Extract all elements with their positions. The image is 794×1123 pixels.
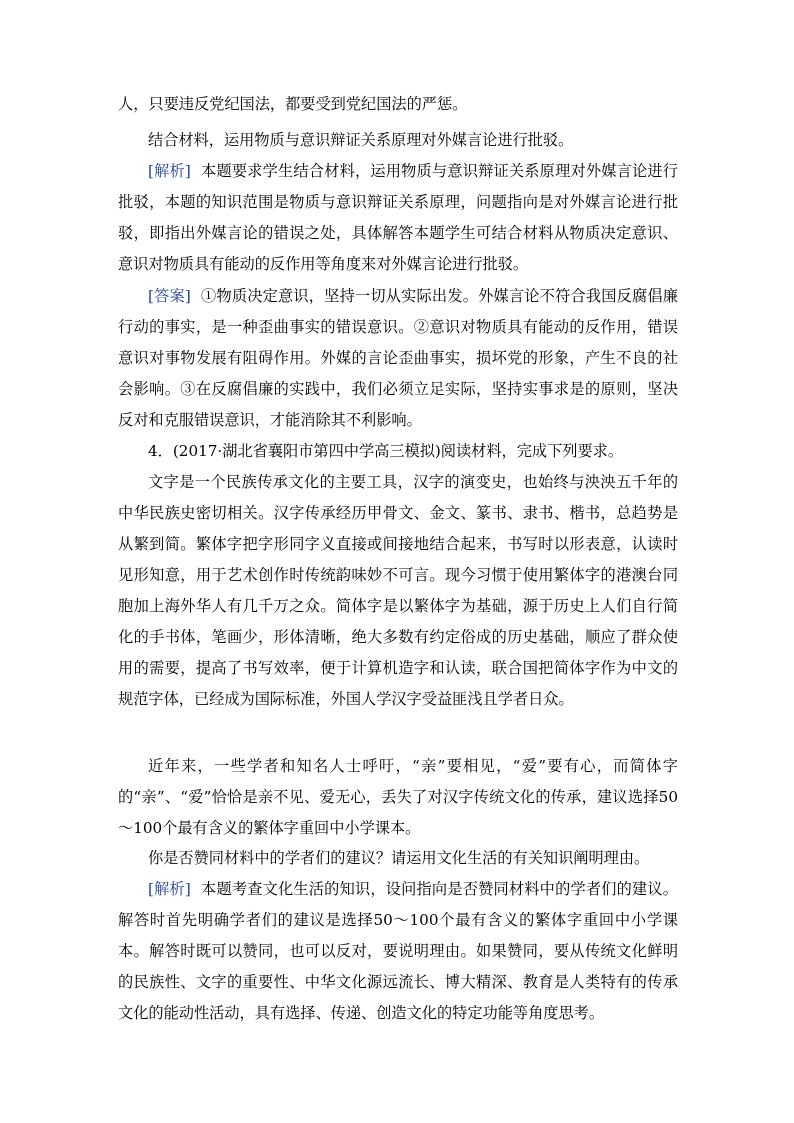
question-prompt: 结合材料，运用物质与意识辩证关系原理对外媒言论进行批驳。 bbox=[148, 131, 574, 149]
question-4-heading: 4．(2017·湖北省襄阳市第四中学高三模拟)阅读材料，完成下列要求。 bbox=[148, 442, 624, 460]
answer-paragraph: [答案] ①物质决定意识，坚持一切从实际出发。外媒言论不符合我国反腐倡廉行动的事实，是一种歪曲事实的错误意识。②意识对物质具有能动的反作用，错误意识对事物发展有阻碍作用。外媒的言论歪曲事实，损坏党的形象，产生不良的社会影响。③在反腐倡廉的实践中，我们必须立足实际，坚持实事求是的原则，坚决反对和克服错误意识，才能消除其不利影响。 bbox=[118, 287, 678, 429]
analysis-tag-2: [解析] bbox=[148, 880, 191, 898]
analysis-paragraph-1: [解析] 本题要求学生结合材料，运用物质与意识辩证关系原理对外媒言论进行批驳，本题的知识范围是物质与意识辩证关系原理，问题指向是对外媒言论进行批驳，即指出外媒言论的错误之处，具体解答本题学生可结合材料从物质决定意识、意识对物质具有能动的反作用等角度来对外媒言论进行批驳。 bbox=[118, 162, 678, 273]
analysis-tag: [解析] bbox=[148, 162, 191, 180]
material-paragraph-1: 文字是一个民族传承文化的主要工具，汉字的演变史，也始终与泱泱五千年的中华民族史密切相关。汉字传承经历甲骨文、金文、篆书、隶书、楷书，总趋势是从繁到简。繁体字把字形同字义直接或间接地结合起来，书写时以形表意，认读时见形知意，用于艺术创作时传统韵味妙不可言。现今习惯于使用繁体字的港澳台同胞加上海外华人有几千万之众。简体字是以繁体字为基础，源于历史上人们自行简化的手书体，笔画少，形体清晰，绝大多数有约定俗成的历史基础，顺应了群众使用的需要，提高了书写效率，便于计算机造字和认读，联合国把简体字作为中文的规范字体，已经成为国际标准，外国人学汉字受益匪浅且学者日众。 bbox=[118, 473, 678, 708]
analysis-paragraph-2: [解析] 本题考查文化生活的知识，设问指向是否赞同材料中的学者们的建议。解答时首先明确学者们的建议是选择50～100个最有含义的繁体字重回中小学课本。解答时既可以赞同，也可以反对，要说明理由。如果赞同，要从传统文化鲜明的民族性、文字的重要性、中华文化源远流长、博大精深、教育是人类特有的传承文化的能动性活动，具有选择、传递、创造文化的特定功能等角度思考。 bbox=[118, 880, 678, 1022]
material-paragraph-2: 近年来，一些学者和知名人士呼吁，“亲”要相见，“爱”要有心，而简体字的“亲”、“爱”恰恰是亲不见、爱无心，丢失了对汉字传统文化的传承，建议选择50～100个最有含义的繁体字重回中小学课本。 bbox=[118, 757, 678, 837]
answer-tag: [答案] bbox=[148, 287, 191, 305]
question-4-prompt: 你是否赞同材料中的学者们的建议？请运用文化生活的有关知识阐明理由。 bbox=[148, 849, 650, 867]
paragraph-1: 人，只要违反党纪国法，都要受到党纪国法的严惩。 bbox=[118, 95, 468, 113]
